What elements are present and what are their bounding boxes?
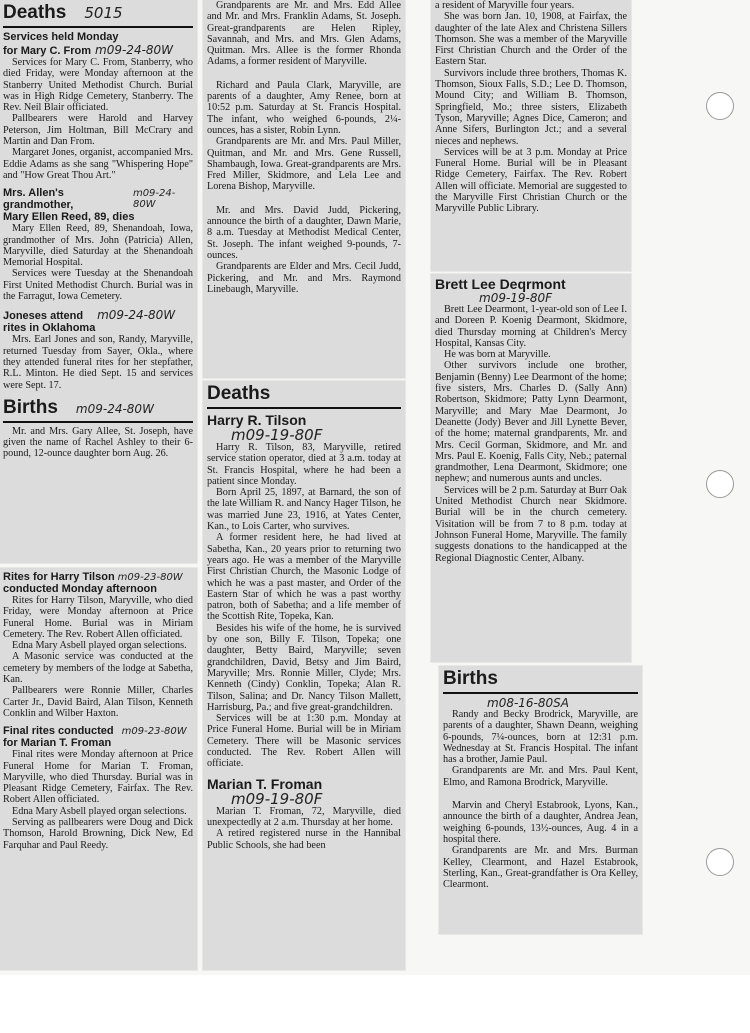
article-paragraph: Survivors include three brothers, Thomas K. Thomson, Sioux Falls, S.D.; Lee D. Thomson, Mound City; and William B. Thomson, Springfield, Mo.; three sisters, Elizabeth Tyson, Maryville; Agnes Dice, Cameron; and Anne Sifers, Burlington Jct.; and a several nieces and nephews. bbox=[435, 67, 627, 147]
article-paragraph: a resident of Maryville four years. bbox=[435, 0, 575, 11]
article-paragraph: Randy and Becky Brodrick, Maryville, are parents of a daughter, Shawn Deann, weighing 6-pounds, 7¼-ounces, born at 12:31 p.m. Wednesday at St. Francis Hospital. The infant has a brother, Jamie Paul. bbox=[443, 709, 638, 766]
article-paragraph: Pallbearers were Harold and Harvey Peterson, Jim Holtman, Bill McCrary and Martin and Dan From. bbox=[3, 113, 193, 148]
headline: rites in Oklahoma bbox=[3, 322, 96, 335]
article-paragraph: Edna Mary Asbell played organ selections. bbox=[12, 805, 187, 817]
headline: Brett Lee Deqrmont bbox=[435, 276, 566, 292]
article-froman-rites bbox=[3, 725, 193, 851]
divider bbox=[443, 692, 638, 694]
handwritten-code: m09-24-80W bbox=[95, 43, 174, 57]
headline: conducted Monday afternoon bbox=[3, 583, 157, 595]
handwritten-code: 5015 bbox=[84, 4, 123, 22]
article-paragraph: Services will be at 3 p.m. Monday at Price Funeral Home. Burial will be in Pleasant Ridge Cemetery, Fairfax. The Rev. Robert Allen will officiate. Memorial are suggested to the Maryville First Christian Church or the Maryville Public Library. bbox=[435, 146, 627, 215]
divider bbox=[207, 407, 401, 409]
article-paragraph: Mr. and Mrs. Gary Allee, St. Joseph, have given the name of Rachel Ashley to their 6-pound, 12-ounce daughter born Aug. 26. bbox=[3, 425, 193, 460]
headline: Joneses attend bbox=[3, 310, 84, 323]
article-paragraph: Serving as pallbearers were Doug and Dick Thomson, Harold Browning, Dick New, Ed Farquhar and Paul Reedy. bbox=[3, 817, 193, 851]
clipping-col2-top bbox=[203, 0, 405, 378]
headline: for Marian T. Froman bbox=[3, 737, 112, 750]
article-paragraph: Pallbearers were Ronnie Miller, Charles Carter Jr., David Baird, Alan Tilson, Kenneth Conklin and Wilber Haxton. bbox=[3, 685, 193, 719]
headline: Services held Monday bbox=[3, 31, 119, 43]
article-paragraph: Services will be at 1:30 p.m. Monday at Price Funeral Home. Burial will be in Miriam Cemetery. There will be Masonic services conducted. The Rev. Robert Allen will officiate. bbox=[207, 713, 401, 770]
article-paragraph: She was born Jan. 10, 1908, at Fairfax, the daughter of the late Alex and Christena Sillers Thomson. She was a member of the Maryville First Christian Church and the Order of the Eastern Star. bbox=[435, 11, 627, 68]
article-paragraph: Mrs. Earl Jones and son, Randy, Maryville, returned Tuesday from Sayer, Okla., where they attended funeral rites for her stepfather, R.L. Minton. He died Sept. 15 and services were Sept. 17. bbox=[3, 334, 193, 391]
handwritten-code: m09-19-80F bbox=[479, 291, 553, 305]
article-paragraph: Grandparents are Mr. and Mrs. Paul Miller, Quitman, and Mr. and Mrs. Gene Russell, Shambaugh, Iowa. Great-grandparents are Mrs. Fred Miller, Skidmore, and Lela Lee and Lorena Bishop, Maryville. bbox=[207, 136, 401, 193]
headline: Rites for Harry Tilson bbox=[3, 571, 115, 583]
article-paragraph: Besides his wife of the home, he is survived by one son, Billy F. Tilson, Topeka; one daughter, Betty Baird, Maryville; seven grandchildren, David, Betsy and Jim Baird, Maryville; Mrs. Ronnie Miller, Clyde; Mrs. Kenneth (Cindy) Conklin, Topeka; Alan R. Tilson, Salina; and Dr. Nancy Tilson Mallett, Harrisburg, Pa.; and five great-grandchildren. bbox=[207, 622, 401, 713]
article-mary-ellen-reed bbox=[3, 187, 193, 302]
article-paragraph: Grandparents are Mr. and Mrs. Burman Kelley, Clearmont, and Hazel Estabrook, Sterling, Kan., Great-grandfather is Ora Kelley, Clearmont. bbox=[443, 845, 638, 891]
headline: Mary Ellen Reed, 89, dies bbox=[3, 211, 135, 224]
article-mary-from bbox=[3, 31, 193, 181]
handwritten-code: m09-24-80W bbox=[75, 401, 154, 416]
handwritten-code: m09-24-80W bbox=[97, 308, 176, 323]
article-paragraph: Final rites were Monday afternoon at Price Funeral Home for Marian T. Froman, Maryville, who died Thursday. Burial was in Pleasant Ridge Cemetery, Fairfax. The Rev. Robert Allen officiated. bbox=[3, 749, 193, 806]
article-paragraph: Born April 25, 1897, at Barnard, the son of the late William R. and Nancy Hager Tilson, he was married June 23, 1916, at Yates Center, Kan., to Lois Carter, who survives. bbox=[207, 487, 401, 533]
headline: Mrs. Allen's grandmother, bbox=[3, 187, 74, 212]
headline: Final rites conducted bbox=[3, 725, 114, 738]
article-paragraph: Grandparents are Elder and Mrs. Cecil Judd, Pickering, and Mr. and Mrs. Raymond Linebaugh, Maryville. bbox=[207, 261, 401, 295]
article-paragraph: A Masonic service was conducted at the cemetery by members of the lodge at Sabetha, Kan. bbox=[3, 651, 193, 686]
binder-hole bbox=[706, 470, 734, 498]
article-paragraph: Marvin and Cheryl Estabrook, Lyons, Kan., announce the birth of a daughter, Andrea Jean, weighing 6-pounds, 13½-ounces, Aug. 4 in a hospital there. bbox=[443, 800, 638, 845]
binder-hole bbox=[706, 848, 734, 876]
article-paragraph: Services will be 2 p.m. Saturday at Burr Oak United Methodist Church near Skidmore. Burial will be in the church cemetery. Visitation will be from 7 to 8 p.m. today at Johnson Funeral Home, Maryville. The family suggests donations to the handicapped at the Regional Diagnostic Center, Albany. bbox=[435, 484, 627, 564]
deaths-masthead: Deaths bbox=[3, 2, 67, 23]
article-joneses bbox=[3, 308, 193, 390]
article-paragraph: A former resident here, he had lived at Sabetha, Kan., 20 years prior to returning two years ago. He was a member of the Maryville First Christian Church, the Masonic Lodge of which he was a past master, and Order of the Eastern Star of which he was a past worthy patron, both of Sabetha; and a life member of the Scottish Rite, Topeka, Kan. bbox=[207, 532, 401, 623]
deaths-masthead: Deaths bbox=[207, 383, 271, 404]
article-paragraph: Services were Tuesday at the Shenandoah First United Methodist Church. Burial was in the Farragut, Iowa Cemetery. bbox=[3, 268, 193, 303]
births-masthead: Births bbox=[3, 396, 58, 418]
clipping-col3-dearmont bbox=[431, 274, 631, 662]
clipping-col1-top bbox=[0, 0, 197, 563]
article-harry-tilson-rites bbox=[3, 571, 193, 719]
handwritten-code: m09-23-80W bbox=[121, 726, 187, 738]
binder-hole bbox=[706, 92, 734, 120]
handwritten-code: m09-19-80F bbox=[231, 426, 323, 444]
article-paragraph: Mary Ellen Reed, 89, Shenandoah, Iowa, grandmother of Mrs. John (Patricia) Allen, Maryville, died Saturday at the Shenandoah Memorial Hospital. bbox=[3, 223, 193, 269]
births-masthead: Births bbox=[443, 668, 498, 689]
article-paragraph: Marian T. Froman, 72, Maryville, died unexpectedly at 2 a.m. Thursday at her home. bbox=[207, 805, 401, 828]
divider bbox=[3, 26, 193, 28]
article-paragraph: Margaret Jones, organist, accompanied Mrs. Eddie Adams as she sang "Whispering Hope" and "How Great Thou Art." bbox=[3, 147, 193, 181]
handwritten-code: m09-19-80F bbox=[231, 789, 323, 808]
headline: Harry R. Tilson bbox=[207, 412, 307, 428]
headline: for Mary C. From bbox=[3, 45, 92, 57]
article-paragraph: Grandparents are Mr. and Mrs. Edd Allee and Mr. and Mrs. Franklin Adams, St. Joseph. Great-grandparents are Helen Ripley, Savannah, and Mrs. and Mrs. Glen Adams, Quitman. Mrs. Allee is the former Rhonda Adams, a former resident of Maryville. bbox=[207, 0, 401, 68]
article-paragraph: A retired registered nurse in the Hannibal Public Schools, she had been bbox=[207, 828, 401, 851]
article-paragraph: Other survivors include one brother, Benjamin (Benny) Lee Dearmont of the home; five sisters, Mrs. Charles D. (Sally Ann) Robertson, Skidmore; Patty Lynn Dearmont, Maryville; and Mary Mae Dearmont, Jo Deanette (Jody) Bever and Jill Lynette Bever, of the home; maternal grandparents, Mr. and Mrs. Cecil Gorman, Skidmore, and Mr. and Mrs. Paul E. Koenig, Falls City, Neb.; paternal grandmother, Lena Dearmont, Skidmore; one nephew; and numerous aunts and uncles. bbox=[435, 360, 627, 485]
clipping-col1-bottom bbox=[0, 568, 197, 970]
handwritten-code: m08-16-80SA bbox=[487, 696, 569, 710]
handwritten-code: m09-24-80W bbox=[132, 188, 176, 211]
headline: Marian T. Froman bbox=[207, 775, 323, 792]
article-paragraph: Edna Mary Asbell played organ selections. bbox=[12, 640, 187, 652]
article-paragraph: He was born at Maryville. bbox=[444, 349, 551, 361]
article-paragraph: Brett Lee Dearmont, 1-year-old son of Lee I. and Doreen P. Koenig Dearmont, Skidmore, died Thursday morning at Children's Mercy Hospital, Kansas City. bbox=[435, 304, 627, 349]
divider bbox=[3, 421, 193, 423]
clipping-col3-births bbox=[439, 666, 642, 934]
article-paragraph: Mr. and Mrs. David Judd, Pickering, announce the birth of a daughter, Dawn Marie, 8 a.m. Tuesday at Methodist Medical Center, St. Joseph. The infant weighed 9-pounds, 7-ounces. bbox=[207, 204, 401, 261]
clipping-col2-bottom bbox=[203, 381, 405, 970]
article-paragraph: Services for Mary C. From, Stanberry, who died Friday, were Monday afternoon at the Stanberry United Methodist Church. Burial was in High Ridge Cemetery, Stanberry. The Rev. Neil Blair officiated. bbox=[3, 57, 193, 114]
article-paragraph: Harry R. Tilson, 83, Maryville, retired service station operator, died at 3 a.m. today at St. Francis Hospital, where he had been a patient since Monday. bbox=[207, 442, 401, 487]
clipping-col3-froman-cont bbox=[431, 0, 631, 271]
article-paragraph: Richard and Paula Clark, Maryville, are parents of a daughter, Amy Renee, born at 10:52 p.m. Saturday at St. Francis Hospital. The infant, who weighed 6-pounds, 2¼-ounces, has a sister, Robin Lynn. bbox=[207, 79, 401, 136]
article-paragraph: Grandparents are Mr. and Mrs. Paul Kent, Elmo, and Ramona Brodrick, Maryville. bbox=[443, 765, 638, 788]
handwritten-code: m09-23-80W bbox=[117, 572, 183, 583]
article-paragraph: Rites for Harry Tilson, Maryville, who died Friday, were Monday afternoon at Price Funeral Home. Burial was in Miriam Cemetery. The Rev. Robert Allen officiated. bbox=[3, 595, 193, 640]
